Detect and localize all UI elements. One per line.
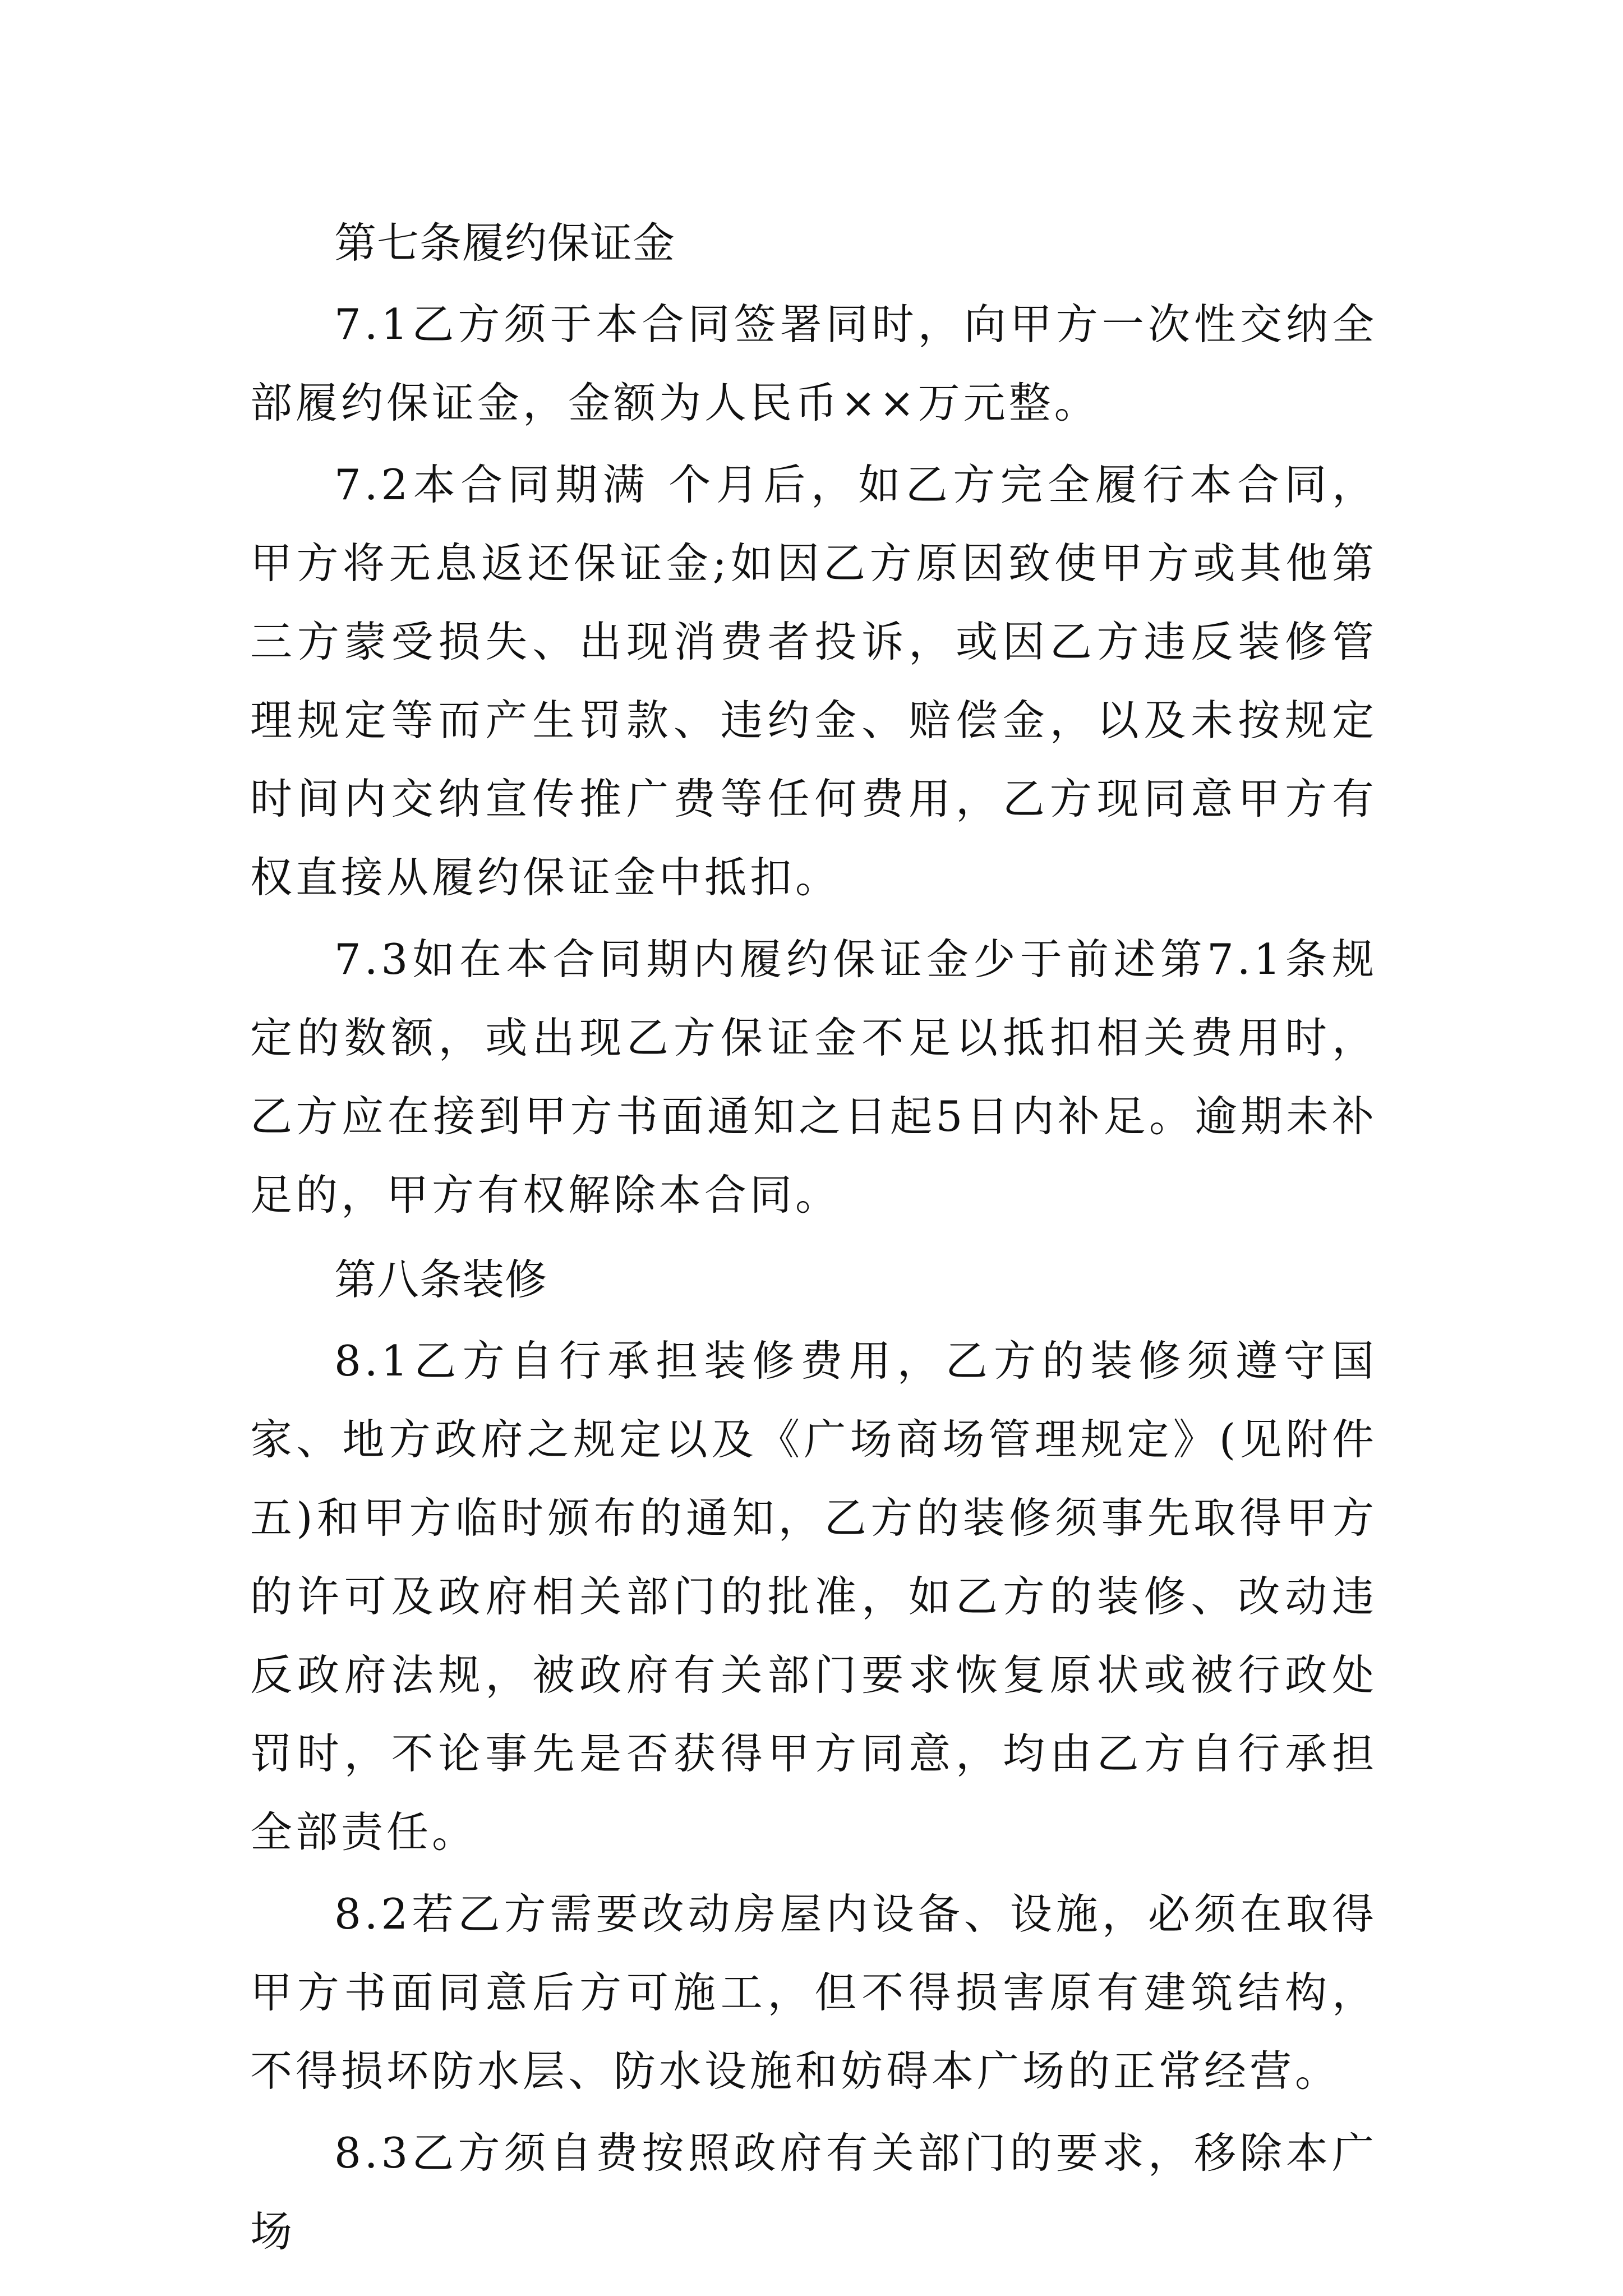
clause-7-1: 7.1乙方须于本合同签署同时，向甲方一次性交纳全部履约保证金，金额为人民币××万元整。 <box>250 300 1377 427</box>
clause-8-2: 8.2若乙方需要改动房屋内设备、设施，必须在取得甲方书面同意后方可施工，但不得损害原有建筑结构，不得损坏防水层、防水设施和妨碍本广场的正常经营。 <box>250 1889 1377 2096</box>
clause-8-1: 8.1乙方自行承担装修费用，乙方的装修须遵守国家、地方政府之规定以及《广场商场管理规定》(见附件五)和甲方临时颁布的通知，乙方的装修须事先取得甲方的许可及政府相关部门的批准，如乙方的装修、改动违反政府法规，被政府有关部门要求恢复原状或被行政处罚时，不论事先是否获得甲方同意，均由乙方自行承担全部责任。 <box>250 1336 1377 1857</box>
section-8-title: 第八条装修 <box>334 1255 548 1304</box>
clause-7-3: 7.3如在本合同期内履约保证金少于前述第7.1条规定的数额，或出现乙方保证金不足以抵扣相关费用时，乙方应在接到甲方书面通知之日起5日内补足。逾期未补足的，甲方有权解除本合同。 <box>250 935 1377 1220</box>
contract-body <box>250 201 1377 2274</box>
section-7-title: 第七条履约保证金 <box>334 218 676 268</box>
clause-8-3: 8.3乙方须自费按照政府有关部门的要求，移除本广场 <box>250 2128 1377 2256</box>
clause-7-2: 7.2本合同期满 个月后，如乙方完全履行本合同，甲方将无息返还保证金;如因乙方原因致使甲方或其他第三方蒙受损失、出现消费者投诉，或因乙方违反装修管理规定等而产生罚款、违约金、赔偿金，以及未按规定时间内交纳宣传推广费等任何费用，乙方现同意甲方有权直接从履约保证金中抵扣。 <box>250 460 1377 902</box>
